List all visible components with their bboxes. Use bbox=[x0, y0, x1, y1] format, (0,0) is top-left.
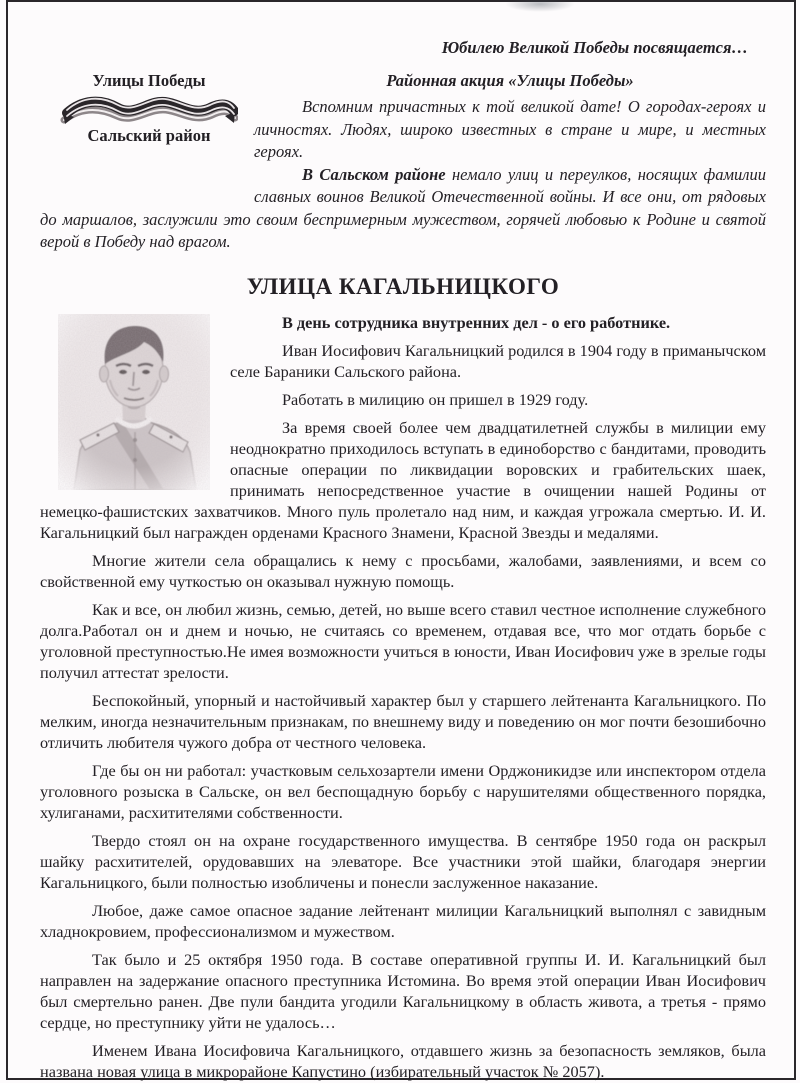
logo-title: Улицы Победы bbox=[92, 71, 206, 90]
body-paragraph: Так было и 25 октября 1950 года. В составе оперативной группы И. И. Кагальницкий был направлен на задержание опасного преступника Истомина. Во время этой операции Иван Иосифович был смертельно ранен. Две пули бандита угодили Кагальницкому в область живота, а третья - прямо сердце, но преступнику уйти не удалось… bbox=[40, 949, 766, 1032]
intro-rest-text: немало улиц и переулков, носящих фамилии славных воинов Великой Отечественной войны. И все они, от рядовых до маршалов, заслужили это своим беспримерным мужеством, горячей любовью к Родине и святой верой в Победу над врагом. bbox=[40, 164, 766, 251]
body-paragraph: Любое, даже самое опасное задание лейтенант милиции Кагальницкий выполнял с завидным хладнокровием, профессионализмом и мужеством. bbox=[40, 900, 766, 941]
george-ribbon-icon bbox=[60, 93, 238, 129]
body-paragraph: Твердо стоял он на охране государственного имущества. В сентябре 1950 года он раскрыл шайку расхитителей, орудовавших на элеваторе. Все участники этой шайки, благодаря энергии Кагальницкого, были полностью изобличены и понесли заслуженное наказание. bbox=[40, 830, 766, 892]
document-header bbox=[40, 70, 766, 254]
page-content bbox=[40, 38, 766, 1083]
body-paragraph: Работать в милицию он пришел в 1929 году. bbox=[282, 389, 589, 409]
scan-smudge-mark bbox=[505, 0, 575, 12]
intro-lead-text: В Сальском районе bbox=[302, 164, 446, 184]
portrait-photo bbox=[58, 314, 210, 490]
article-body bbox=[40, 312, 766, 1082]
article-subtitle: В день сотрудника внутренних дел - о его работнике. bbox=[282, 312, 671, 332]
body-paragraph: Где бы он ни работал: участковым сельхозартели имени Орджоникидзе или инспектором отдела уголовного розыска в Сальске, он вел беспощадную борьбу с нарушителями общественного порядка, хулиганами, расхитителями собственности. bbox=[40, 760, 766, 822]
body-paragraph: Иван Иосифович Кагальницкий родился в 1904 году в приманычском селе Бараники Сальского района. bbox=[230, 340, 766, 381]
body-paragraph: Именем Ивана Иосифовича Кагальницкого, отдавшего жизнь за безопасность земляков, была названа новая улица в микрорайоне Капустино (избирательный участок № 2057). bbox=[40, 1040, 766, 1081]
action-title: Районная акция «Улицы Победы» bbox=[386, 71, 634, 90]
dedication-line: Юбилею Великой Победы посвящается… bbox=[441, 38, 748, 57]
body-paragraph: Как и все, он любил жизнь, семью, детей, но выше всего ставил честное исполнение служебного долга.Работал он и днем и ночью, не считаясь со временем, отдавая все, что мог отдать борьбе с уголовной преступностью.Не имея возможности учиться в юности, Иван Иосифович уже в зрелые годы получил аттестат зрелости. bbox=[40, 599, 766, 682]
body-paragraph: За время своей более чем двадцатилетней службы в милиции ему неоднократно приходилось вступать в единоборство с бандитами, проводить опасные операции по ликвидации воровских и грабительских шаек, принимать непосредственное участие в очищении нашей Родины от немецко-фашистских захватчиков. Много пуль пролетало над ним, и каждая угрожала смертью. И. И. Кагальницкий был награжден орденами Красного Знамени, Красной Звезды и медалями. bbox=[40, 417, 766, 542]
logo-subtitle: Сальский район bbox=[87, 126, 211, 145]
body-paragraph: Беспокойный, упорный и настойчивый характер был у старшего лейтенанта Кагальницкого. По мелким, иногда незначительным признакам, по внешнему виду и поведению он мог почти безошибочно отличить любителя чужого добра от честного человека. bbox=[40, 690, 766, 752]
intro-paragraph: Вспомним причастных к той великой дате! О городах-героях и личностях. Людях, широко известных в стране и мире, и местных героях. bbox=[254, 97, 766, 161]
body-paragraph: Многие жители села обращались к нему с просьбами, жалобами, заявлениями, и всем со свойственной ему чуткостью он оказывал нужную помощь. bbox=[40, 550, 766, 591]
article-title: УЛИЦА КАГАЛЬНИЦКОГО bbox=[246, 273, 560, 299]
victory-streets-logo bbox=[60, 72, 238, 200]
